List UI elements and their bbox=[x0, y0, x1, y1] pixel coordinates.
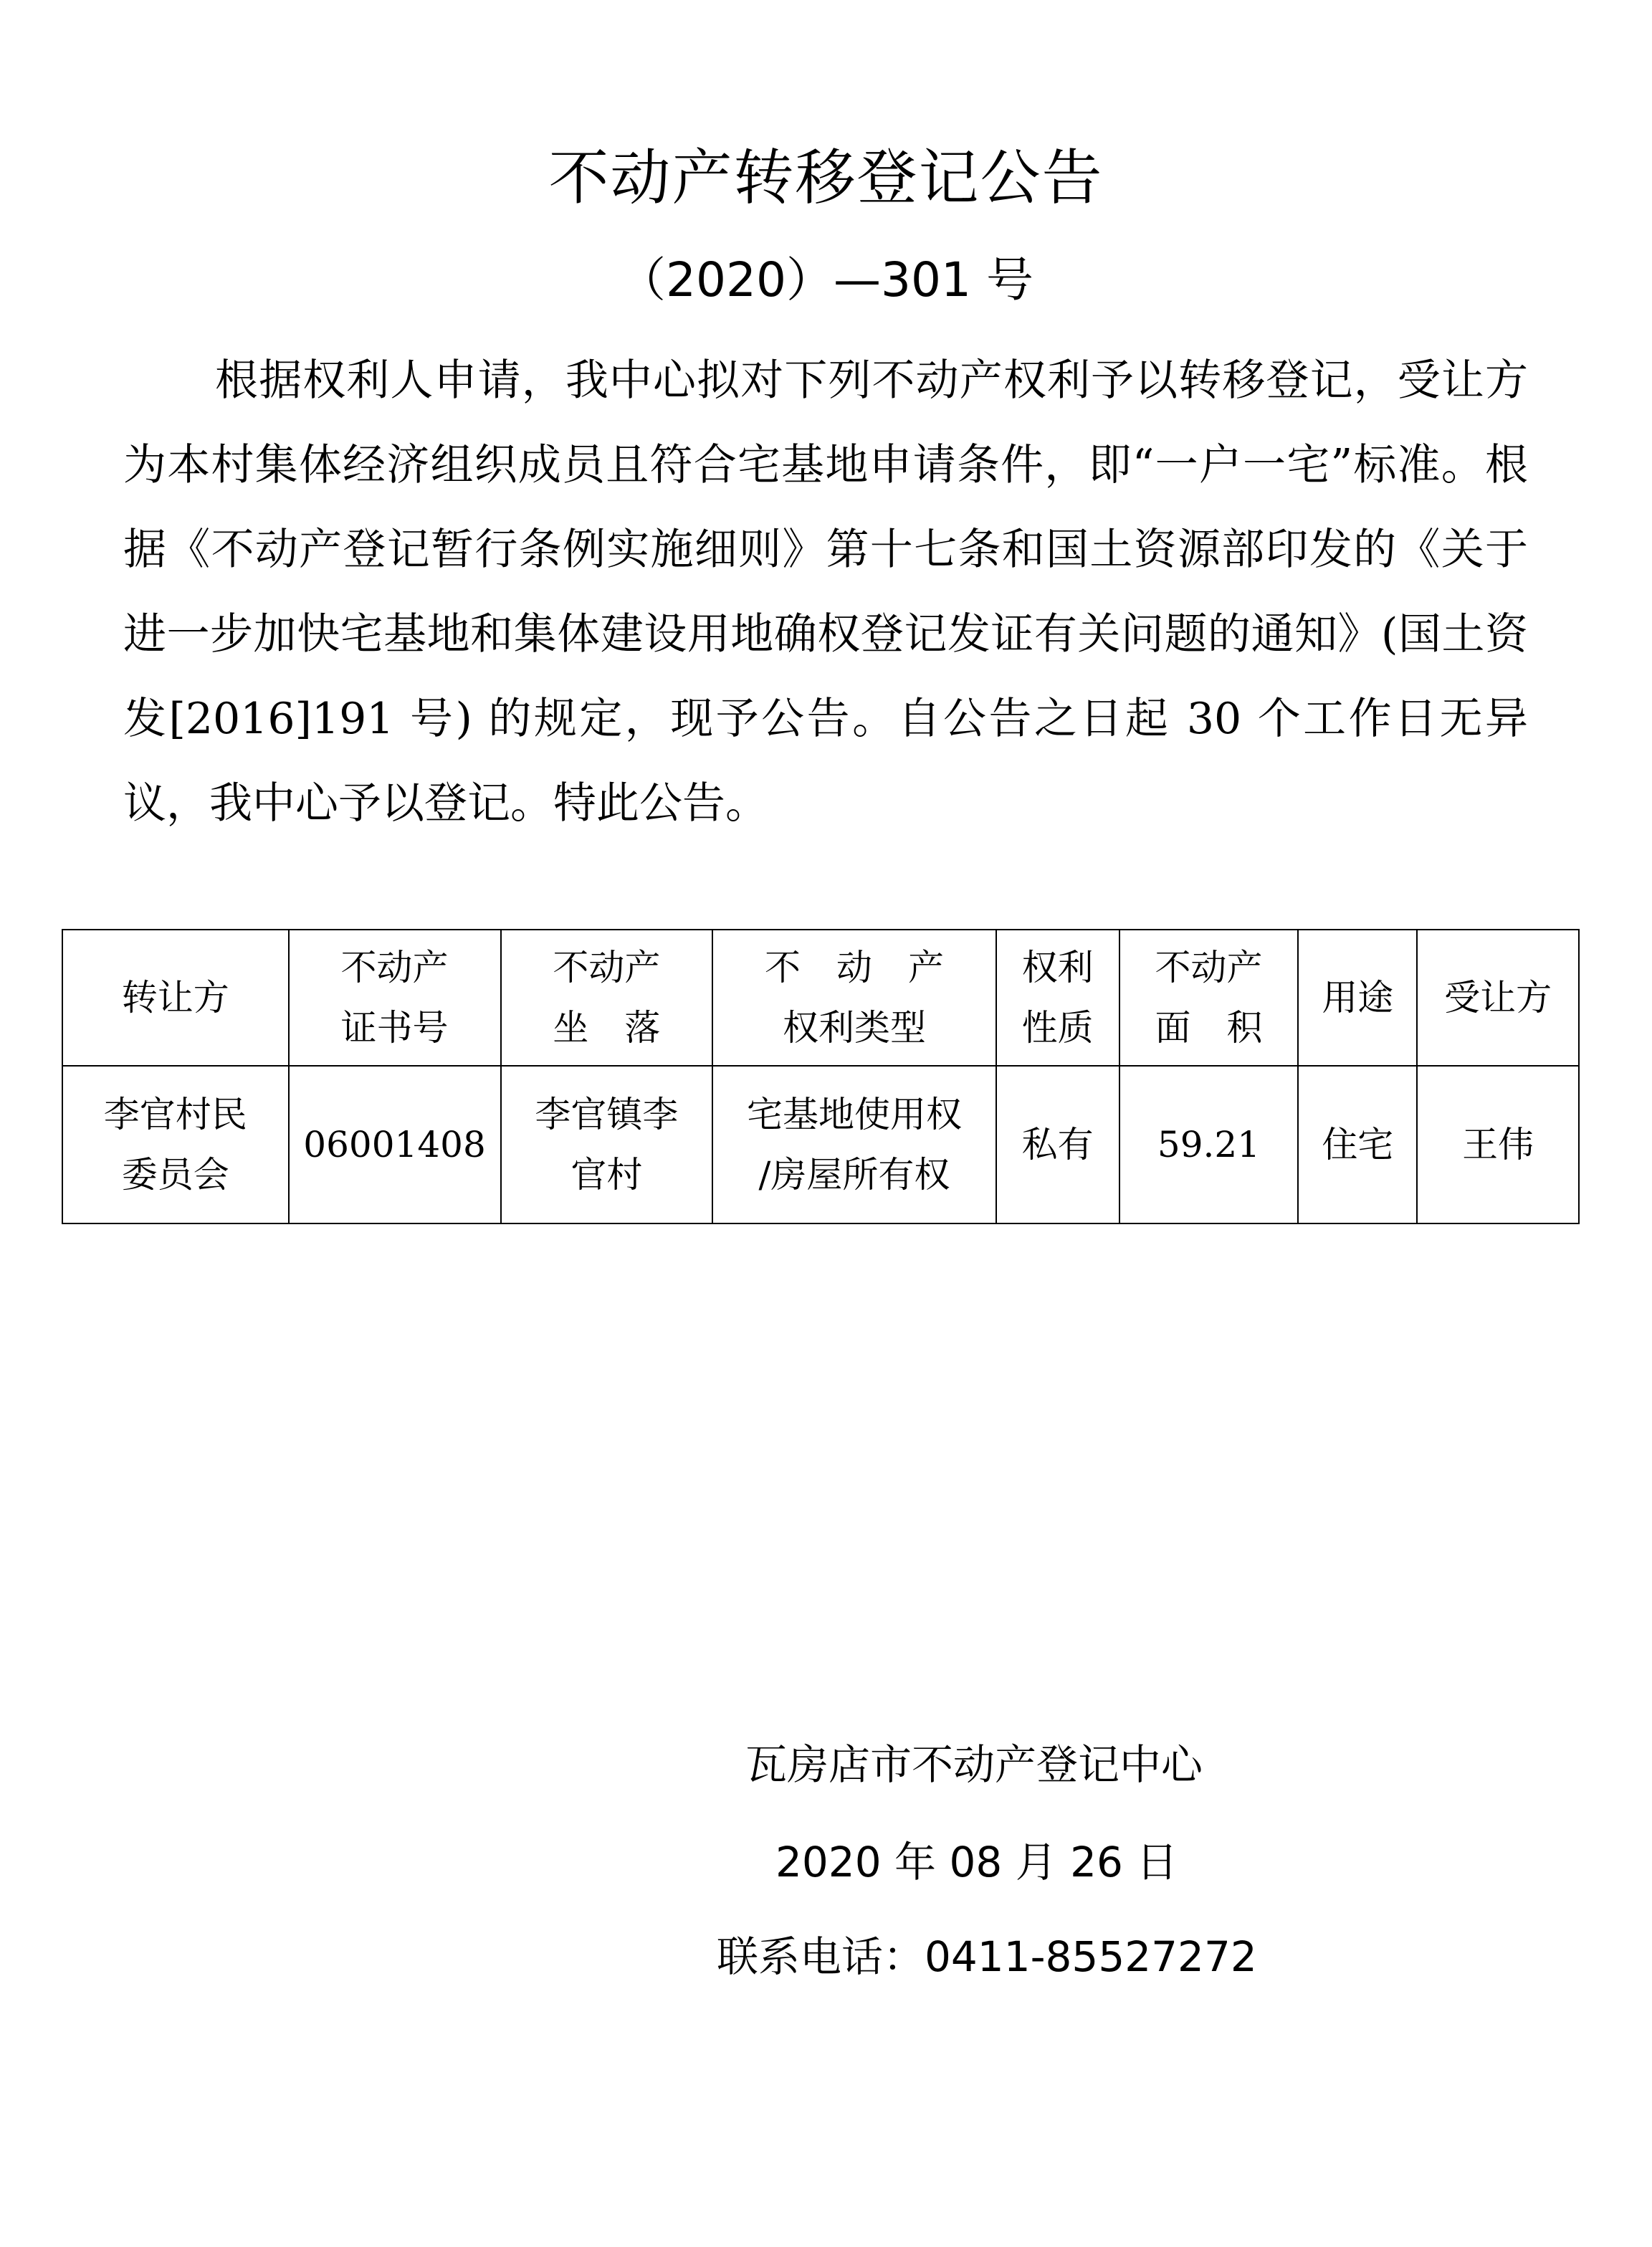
header-transferee: 受让方 bbox=[1417, 930, 1579, 1066]
issue-date: 2020 年 08 月 26 日 bbox=[775, 1838, 1178, 1886]
header-location: 不动产 坐 落 bbox=[501, 930, 713, 1066]
header-right-type: 不 动 产 权利类型 bbox=[712, 930, 996, 1066]
header-usage: 用途 bbox=[1298, 930, 1417, 1066]
cell-location: 李官镇李 官村 bbox=[501, 1066, 713, 1223]
cell-right-nature: 私有 bbox=[996, 1066, 1119, 1223]
header-area: 不动产 面 积 bbox=[1119, 930, 1299, 1066]
property-table bbox=[62, 929, 1580, 1224]
issuing-organization: 瓦房店市不动产登记中心 bbox=[745, 1740, 1203, 1789]
cell-transferee: 王伟 bbox=[1417, 1066, 1579, 1223]
cell-right-type: 宅基地使用权 /房屋所有权 bbox=[712, 1066, 996, 1223]
contact-phone: 联系电话：0411-85527272 bbox=[717, 1932, 1257, 1981]
notice-title: 不动产转移登记公告 bbox=[548, 143, 1104, 213]
cell-transferor: 李官村民 委员会 bbox=[62, 1066, 289, 1223]
header-transferor: 转让方 bbox=[62, 930, 289, 1066]
notice-body: 根据权利人申请，我中心拟对下列不动产权利予以转移登记，受让方为本村集体经济组织成员且符合宅基地申请条件，即“一户一宅”标准。根据《不动产登记暂行条例实施细则》第十七条和国土资源部印发的《关于进一步加快宅基地和集体建设用地确权登记发证有关问题的通知》(国土资发[2016]191 号) 的规定，现予公告。自公告之日起 30 个工作日无异议，我中心予以登记。特此公告。 bbox=[123, 356, 1528, 829]
table-header-row bbox=[62, 930, 1579, 1066]
cell-usage: 住宅 bbox=[1298, 1066, 1417, 1223]
table-row bbox=[62, 1066, 1579, 1223]
cell-cert-no: 06001408 bbox=[289, 1066, 501, 1223]
header-right-nature: 权利 性质 bbox=[996, 930, 1119, 1066]
header-cert-no: 不动产 证书号 bbox=[289, 930, 501, 1066]
notice-number: （2020）—301 号 bbox=[619, 252, 1033, 307]
cell-area: 59.21 bbox=[1119, 1066, 1299, 1223]
